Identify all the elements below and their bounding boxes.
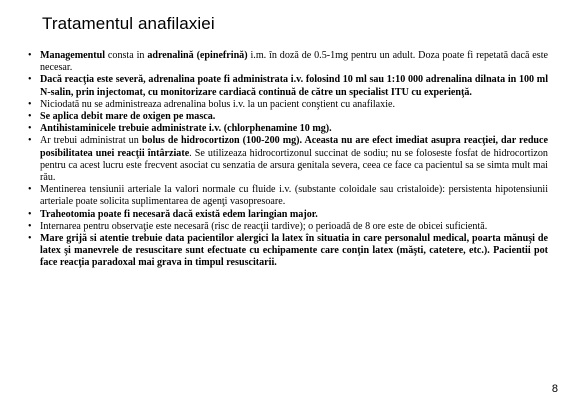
page-number: 8 [551,383,558,395]
bullet-item [26,209,548,221]
bullet-item [26,221,548,233]
bullet-item [26,233,548,270]
bold-text-segment: adrenalină (epinefrină) [147,50,248,61]
bold-text-segment: bolus de hidrocortizon (100-200 mg). Aceasta nu are efect imediat asupra reacţiei, dar reduce posibilitatea unei reacţii întârziate [40,135,549,159]
text-segment: . Se utilizeaza hidrocortizonul succinat de sodiu; nu se foloseste fosfat de hidrocortizon pentru ca acest lucru este frecvent asociat cu senzatia de arsura genitala severa, ceea ce face ca pacientul sa se simta mult mai rău. [40,147,548,184]
text-segment: Niciodată nu se administreaza adrenalina bolus i.v. la un pacient conştient cu anafilaxie. [40,98,396,110]
bold-text-segment: Se aplica debit mare de oxigen pe masca. [40,111,216,123]
text-segment: Ar trebui administrat un [40,135,142,147]
bullet-item [26,123,548,135]
bullet-item [26,111,548,123]
text-segment: Internarea pentru observaţie este necesară (risc de reacţii tardive); o perioadă de 8 ore este de obicei suficientă. [40,220,488,232]
text-segment: i.m. în doză de 0.5-1mg pentru un adult. Doza poate fi repetată dacă este necesar. [40,50,548,74]
bullet-item [26,184,548,208]
page-title: Tratamentul anafilaxiei [42,14,215,33]
bullet-item [26,74,548,98]
bold-text-segment: Dacă reacţia este severă, adrenalina poate fi administrata i.v. folosind 10 ml sau 1:10 000 adrenalina dilnata in 100 ml N-salin, prin injectomat, cu monitorizare cardiacă continuă de către un specialist ITU cu experienţă. [40,74,548,98]
bullet-item [26,50,548,74]
bullet-item [26,99,548,111]
bullet-item [26,135,548,184]
bold-text-segment: Mare grijă si atentie trebuie data pacientilor alergici la latex în situatia in care personalul medical, poarta mănuşi de latex şi manevrele de resuscitare sunt efectuate cu echipamente care conţin latex (măşti, catetere, etc.). Pacientii pot face reacţia paradoxal mai grava in timpul resuscitarii. [40,233,548,269]
text-segment: consta in [105,50,148,61]
bold-text-segment: Traheotomia poate fi necesară dacă există edem laringian major. [40,208,318,220]
bold-text-segment: Antihistaminicele trebuie administrate i.v. (chlorphenamine 10 mg). [40,123,332,135]
bullet-list [26,50,548,270]
bold-text-segment: Managementul [40,50,106,61]
text-segment: Mentinerea tensiunii arteriale la valori normale cu fluide i.v. (substante coloidale sau cristaloide): persistenta hipotensiunii arteriale poate solicita suplimentarea de agenţi vasopresoare. [40,184,548,208]
